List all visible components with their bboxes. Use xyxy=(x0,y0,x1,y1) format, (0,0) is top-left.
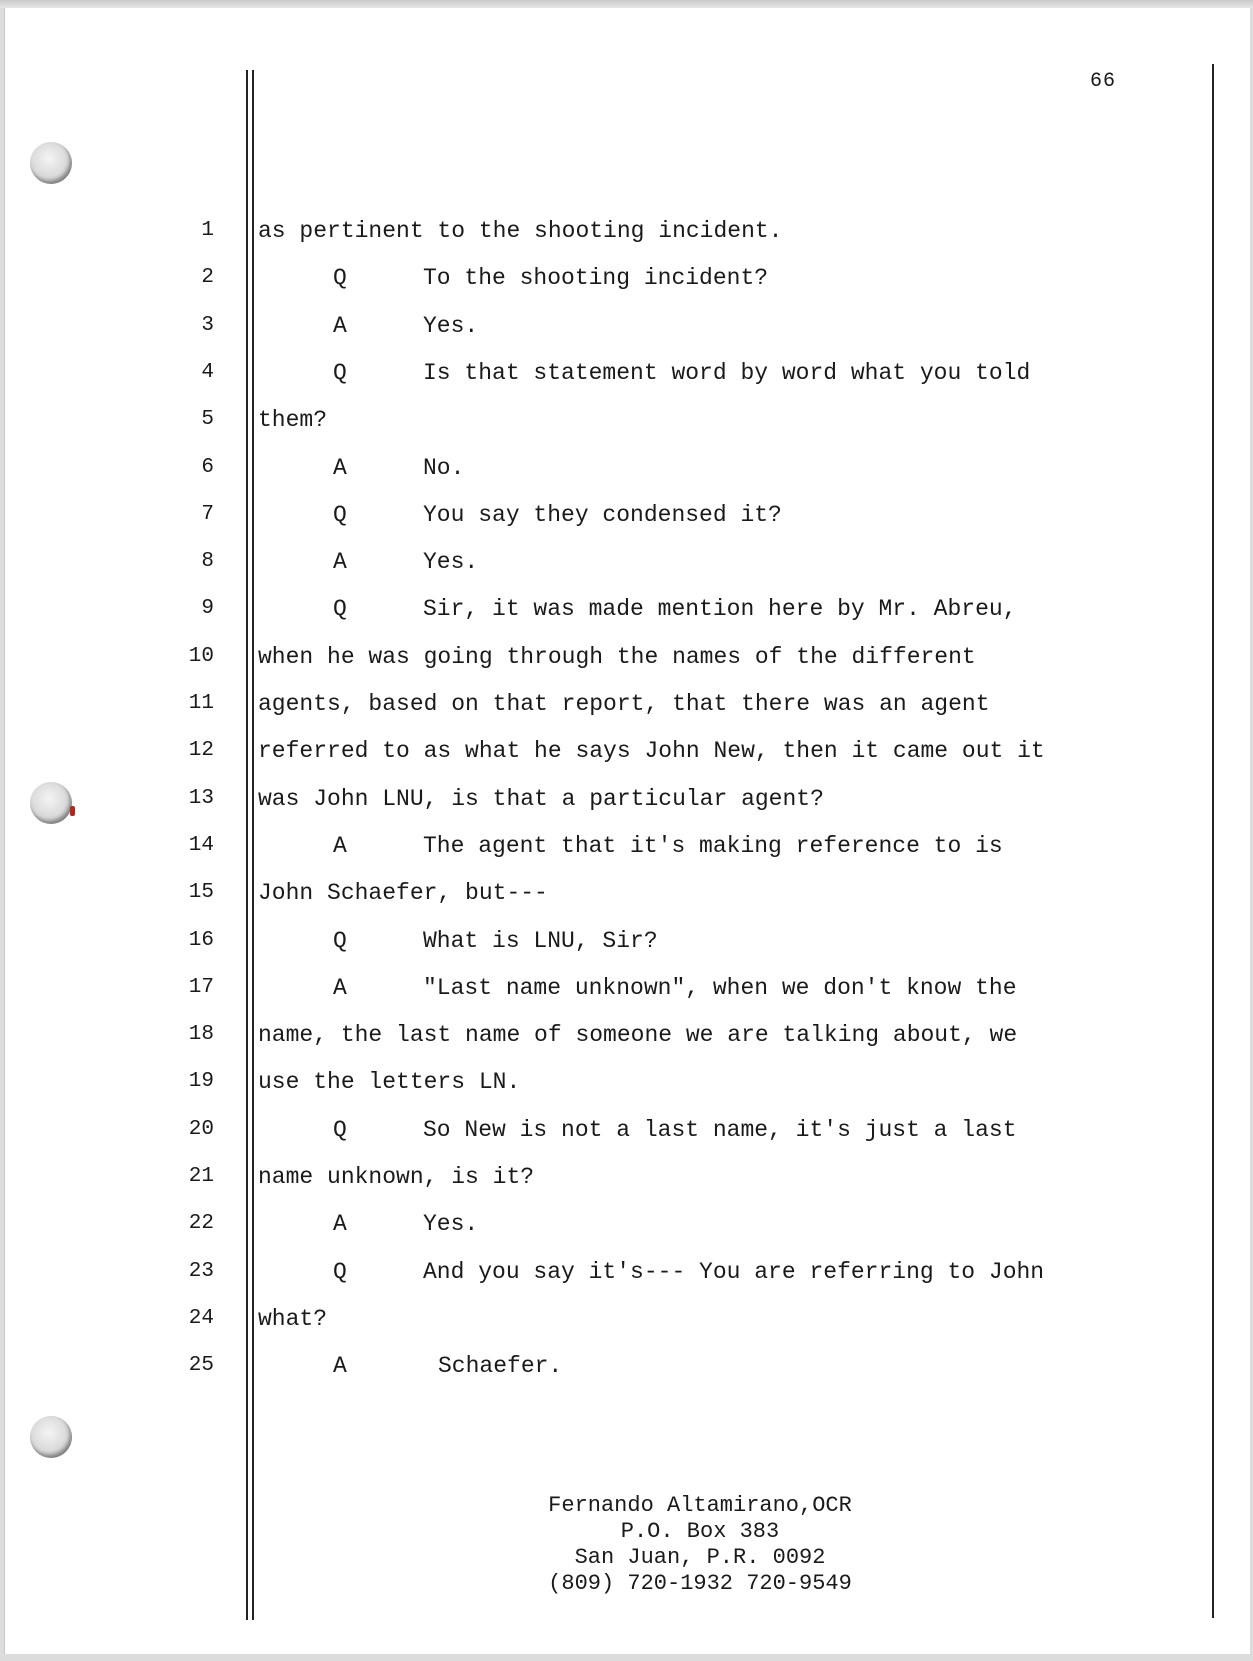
reporter-city: San Juan, P.R. 0092 xyxy=(574,1545,826,1570)
line-number: 20 xyxy=(188,1118,214,1141)
line-number: 5 xyxy=(201,408,214,431)
transcript-line xyxy=(0,263,1253,293)
testimony-text: what? xyxy=(258,1306,328,1332)
transcript-line xyxy=(0,453,1253,483)
transcript-line xyxy=(0,926,1253,956)
transcript-line xyxy=(0,311,1253,341)
transcript-line xyxy=(0,1209,1253,1239)
speaker-label: A xyxy=(333,455,347,481)
speaker-label: Q xyxy=(333,596,347,622)
transcript-line xyxy=(0,1067,1253,1097)
testimony-text: What is LNU, Sir? xyxy=(423,928,658,954)
line-number: 25 xyxy=(188,1354,214,1377)
testimony-text: And you say it's--- You are referring to John xyxy=(423,1259,1045,1285)
line-number: 16 xyxy=(188,929,214,952)
transcript-line xyxy=(0,547,1253,577)
line-number: 15 xyxy=(188,881,214,904)
reporter-phones: (809) 720-1932 720-9549 xyxy=(548,1571,852,1596)
speaker-label: A xyxy=(333,313,347,339)
transcript-line xyxy=(0,358,1253,388)
line-number: 2 xyxy=(201,266,214,289)
testimony-text: name, the last name of someone we are talking about, we xyxy=(258,1022,1018,1048)
reporter-footer xyxy=(420,1493,980,1597)
transcript-line xyxy=(0,1304,1253,1334)
line-number: 10 xyxy=(188,645,214,668)
testimony-text: use the letters LN. xyxy=(258,1069,521,1095)
transcript-line xyxy=(0,500,1253,530)
testimony-text: To the shooting incident? xyxy=(423,265,769,291)
transcript-line xyxy=(0,1257,1253,1287)
testimony-text: Yes. xyxy=(423,1211,479,1237)
testimony-text: referred to as what he says John New, then it came out it xyxy=(258,738,1045,764)
transcript-line xyxy=(0,878,1253,908)
line-number: 24 xyxy=(188,1307,214,1330)
transcript-line xyxy=(0,784,1253,814)
binder-hole-bottom xyxy=(30,1416,72,1458)
speaker-label: A xyxy=(333,1353,347,1379)
testimony-text: as pertinent to the shooting incident. xyxy=(258,218,783,244)
testimony-text: name unknown, is it? xyxy=(258,1164,535,1190)
speaker-label: Q xyxy=(333,360,347,386)
testimony-text: No. xyxy=(423,455,465,481)
transcript-line xyxy=(0,736,1253,766)
line-number: 7 xyxy=(201,503,214,526)
reporter-po-box: P.O. Box 383 xyxy=(620,1519,780,1544)
transcript-line xyxy=(0,216,1253,246)
testimony-text: was John LNU, is that a particular agent? xyxy=(258,786,824,812)
line-number: 19 xyxy=(188,1070,214,1093)
line-number: 1 xyxy=(201,219,214,242)
line-number: 3 xyxy=(201,314,214,337)
speaker-label: A xyxy=(333,833,347,859)
line-number: 14 xyxy=(188,834,214,857)
speaker-label: Q xyxy=(333,1117,347,1143)
speaker-label: Q xyxy=(333,928,347,954)
testimony-text: agents, based on that report, that there was an agent xyxy=(258,691,990,717)
line-number: 11 xyxy=(188,692,214,715)
transcript-line xyxy=(0,973,1253,1003)
line-number: 18 xyxy=(188,1023,214,1046)
transcript-line xyxy=(0,405,1253,435)
transcript-line xyxy=(0,642,1253,672)
speaker-label: Q xyxy=(333,1259,347,1285)
testimony-text: "Last name unknown", when we don't know the xyxy=(423,975,1017,1001)
transcript-line xyxy=(0,1162,1253,1192)
speaker-label: A xyxy=(333,1211,347,1237)
reporter-name: Fernando Altamirano,OCR xyxy=(548,1493,852,1518)
transcript-line xyxy=(0,831,1253,861)
testimony-text: when he was going through the names of the different xyxy=(258,644,976,670)
line-number: 9 xyxy=(201,597,214,620)
line-number: 6 xyxy=(201,456,214,479)
line-number: 21 xyxy=(188,1165,214,1188)
testimony-text: So New is not a last name, it's just a last xyxy=(423,1117,1017,1143)
line-number: 12 xyxy=(188,739,214,762)
line-number: 23 xyxy=(188,1260,214,1283)
testimony-text: Is that statement word by word what you told xyxy=(423,360,1031,386)
testimony-text: Sir, it was made mention here by Mr. Abreu, xyxy=(423,596,1017,622)
line-number: 22 xyxy=(188,1212,214,1235)
testimony-text: them? xyxy=(258,407,328,433)
transcript-line xyxy=(0,689,1253,719)
testimony-text: You say they condensed it? xyxy=(423,502,782,528)
transcript-line xyxy=(0,594,1253,624)
line-number: 13 xyxy=(188,787,214,810)
speaker-label: Q xyxy=(333,502,347,528)
speaker-label: A xyxy=(333,975,347,1001)
line-number: 4 xyxy=(201,361,214,384)
line-number: 8 xyxy=(201,550,214,573)
line-number: 17 xyxy=(188,976,214,999)
testimony-text: The agent that it's making reference to is xyxy=(423,833,1003,859)
transcript-line xyxy=(0,1351,1253,1381)
speaker-label: Q xyxy=(333,265,347,291)
binder-hole-top xyxy=(30,142,72,184)
page-number: 66 xyxy=(1090,70,1117,93)
scan-top-edge xyxy=(0,0,1253,8)
testimony-text: John Schaefer, but--- xyxy=(258,880,548,906)
transcript-line xyxy=(0,1020,1253,1050)
speaker-label: A xyxy=(333,549,347,575)
testimony-text: Yes. xyxy=(423,549,479,575)
transcript-line xyxy=(0,1115,1253,1145)
testimony-text: Yes. xyxy=(423,313,479,339)
testimony-text: Schaefer. xyxy=(438,1353,563,1379)
